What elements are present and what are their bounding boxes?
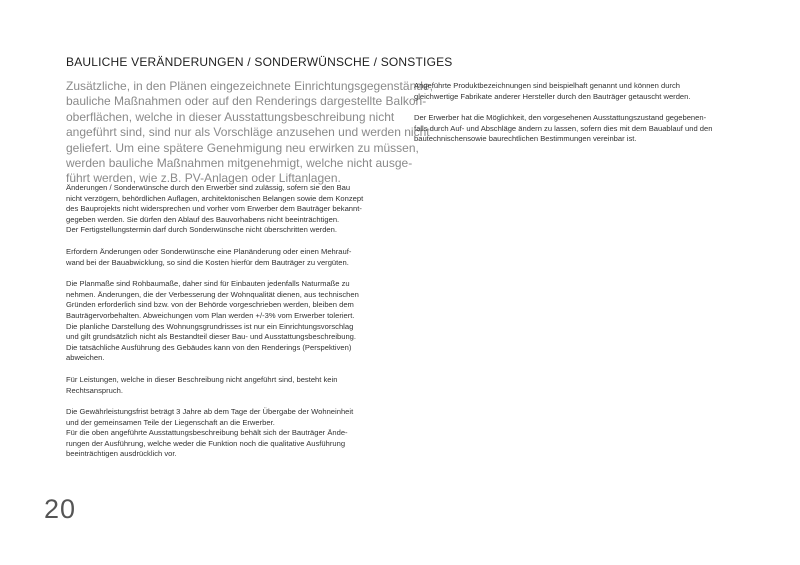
lead-line: angeführt sind, sind nur als Vorschläge anzusehen und werden nicht (66, 125, 430, 140)
lead-line: werden bauliche Maßnahmen mitgenehmigt, welche nicht ausge- (66, 156, 413, 171)
page-number: 20 (44, 494, 77, 524)
text-line: Erfordern Änderungen oder Sonderwünsche eine Planänderung oder einen Mehrauf- (66, 246, 352, 256)
left-column (66, 183, 406, 471)
text-line: Der Erwerber hat die Möglichkeit, den vorgesehenen Ausstattungszustand gegebenen- (414, 113, 707, 123)
section-heading: BAULICHE VERÄNDERUNGEN / SONDERWÜNSCHE / SONSTIGES (66, 55, 453, 69)
text-line: nicht verzögern, behördlichen Auflagen, architektonischen Belangen sowie dem Konzept (66, 193, 364, 203)
paragraph-warranty (66, 407, 406, 460)
paragraph-dimensions (66, 279, 406, 364)
lead-paragraph (66, 79, 433, 187)
paragraph-legal-claim (66, 375, 406, 396)
text-line: Änderungen / Sonderwünsche durch den Erwerber sind zulässig, sofern sie den Bau (66, 183, 351, 192)
paragraph-buyer-options (414, 113, 754, 145)
lead-line: oberflächen, welche in dieser Ausstattungsbeschreibung nicht (66, 109, 395, 124)
text-line: bautechnischensowie baurechtlichen Bestimmungen vereinbar ist. (414, 134, 637, 144)
text-line: falls durch Auf- und Abschläge ändern zu lassen, sofern dies mit dem Bauablauf und den (414, 123, 713, 133)
text-line: und gilt grundsätzlich nicht als Bestandteil dieser Bau- und Ausstattungsbeschreibung. (66, 332, 357, 342)
text-line: Die tatsächliche Ausführung des Gebäudes kann von den Renderings (Perspektiven) (66, 342, 352, 352)
paragraph-changes (66, 183, 406, 236)
lead-line: Zusätzliche, in den Plänen eingezeichnete Einrichtungsgegenstände, (66, 79, 433, 93)
text-line: wand bei der Bauabwicklung, so sind die Kosten hierfür dem Bauträger zu vergüten. (66, 257, 349, 267)
text-line: Für Leistungen, welche in dieser Beschreibung nicht angeführt sind, besteht kein (66, 374, 338, 384)
text-line: Für die oben angeführte Ausstattungsbeschreibung behält sich der Bauträger Ände- (66, 428, 348, 438)
text-line: gleichwertige Fabrikate anderer Hersteller durch den Bauträger getauscht werden. (414, 91, 691, 101)
text-line: nehmen. Änderungen, die der Verbesserung der Wohnqualität dienen, aus technischen (66, 289, 359, 299)
text-line: und der gemeinsamen Teile der Liegenschaft an die Erwerber. (66, 417, 275, 427)
text-line: Rechtsanspruch. (66, 385, 123, 395)
text-line: Angeführte Produktbezeichnungen sind beispielhaft genannt und können durch (414, 81, 680, 90)
lead-line: geliefert. Um eine spätere Genehmigung neu erwirken zu müssen, (66, 140, 419, 155)
text-line: Bauträgervorbehalten. Abweichungen vom Plan werden +/-3% vom Erwerber toleriert. (66, 310, 355, 320)
text-line: Der Fertigstellungstermin darf durch Sonderwünsche nicht überschritten werden. (66, 225, 337, 235)
text-line: Die planliche Darstellung des Wohnungsgrundrisses ist nur ein Einrichtungsvorschlag (66, 321, 354, 331)
text-line: des Bauprojekts nicht widersprechen und vorher vom Erwerber dem Bauträger bekannt- (66, 204, 362, 214)
text-line: Die Planmaße sind Rohbaumaße, daher sind für Einbauten jedenfalls Naturmaße zu (66, 279, 350, 289)
right-column (414, 81, 754, 156)
text-line: gegeben werden. Sie dürfen den Ablauf des Bauvorhabens nicht beeinträchtigen. (66, 214, 340, 224)
lead-line: bauliche Maßnahmen oder auf den Renderings dargestellte Balkon- (66, 94, 427, 109)
text-line: rungen der Ausführung, welche weder die Funktion noch die qualitative Ausführung (66, 438, 346, 448)
text-line: Die Gewährleistungsfrist beträgt 3 Jahre ab dem Tage der Übergabe der Wohneinheit (66, 407, 354, 417)
paragraph-costs (66, 247, 406, 268)
lead-line: führt werden, wie z.B. PV-Anlagen oder Liftanlagen. (66, 171, 341, 186)
text-line: Gründen erforderlich sind bzw. von der Behörde vorgeschrieben werden, bleiben dem (66, 300, 354, 310)
text-line: abweichen. (66, 353, 105, 363)
paragraph-product-names (414, 81, 754, 102)
text-line: beeinträchtigen ausdrücklich vor. (66, 449, 177, 459)
